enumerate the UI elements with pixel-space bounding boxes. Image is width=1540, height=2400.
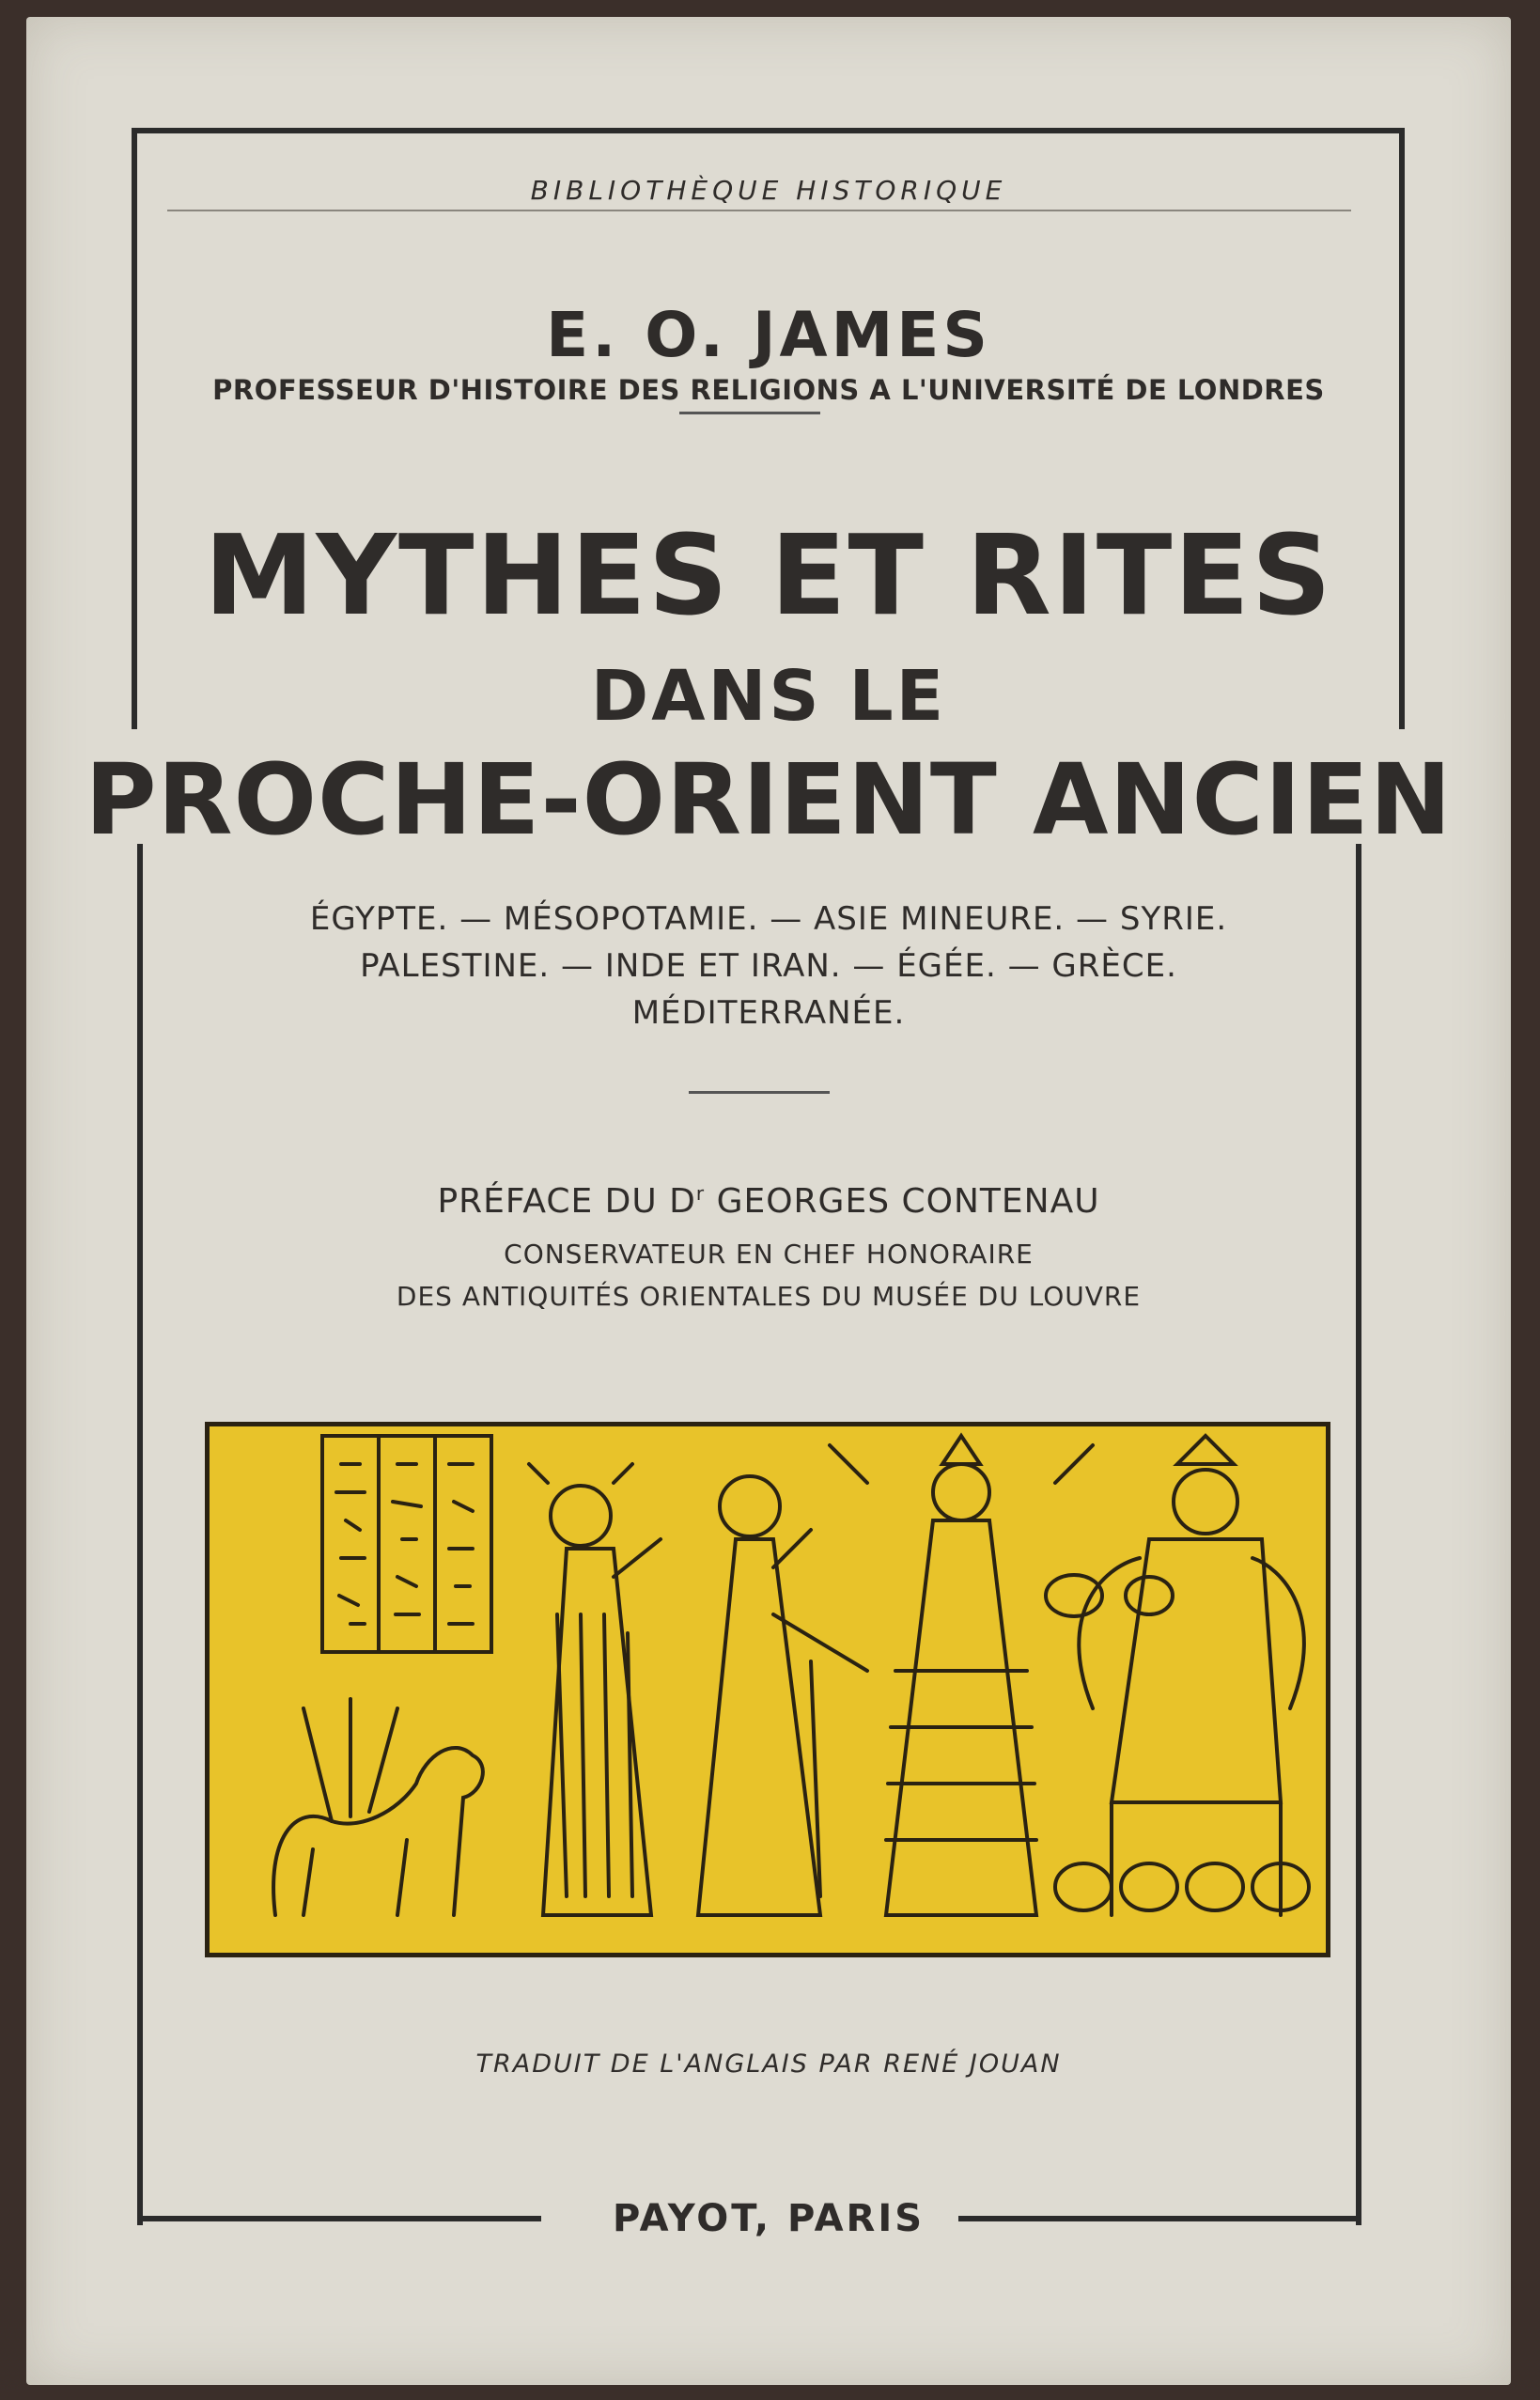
- regions-line-1: ÉGYPTE. — MÉSOPOTAMIE. — ASIE MINEURE. — SYRIE.: [309, 900, 1228, 938]
- series-divider: [167, 210, 1351, 211]
- preface-line: [26, 1182, 1511, 1221]
- cylinder-seal-drawing: [210, 1426, 1326, 1953]
- regions-list: [26, 896, 1511, 1036]
- author-divider: [679, 412, 820, 414]
- frame-right-rule-lower: [1356, 844, 1361, 2225]
- book-title-line-3: PROCHE-ORIENT ANCIEN: [85, 742, 1453, 857]
- author-title: PROFESSEUR D'HISTOIRE DES RELIGIONS A L'UNIVERSITÉ DE LONDRES: [212, 374, 1325, 406]
- regions-line-3: MÉDITERRANÉE.: [631, 994, 906, 1032]
- frame-top-rule: [132, 128, 1405, 133]
- book-title-line-2: DANS LE: [590, 656, 947, 737]
- preface-author-title-2: DES ANTIQUITÉS ORIENTALES DU MUSÉE DU LOUVRE: [396, 1281, 1142, 1312]
- book-cover: [26, 17, 1511, 2385]
- publisher-name: PAYOT, PARIS: [612, 2197, 926, 2240]
- preface-author: GEORGES CONTENAU: [705, 1182, 1100, 1221]
- preface-prefix: PRÉFACE DU D: [437, 1182, 696, 1221]
- regions-divider: [689, 1091, 830, 1094]
- cylinder-seal-illustration: [205, 1422, 1330, 1957]
- frame-left-rule-lower: [137, 844, 143, 2225]
- preface-doctor-abbrev: r: [695, 1182, 706, 1205]
- series-name: BIBLIOTHÈQUE HISTORIQUE: [530, 175, 1007, 206]
- author-name: E. O. JAMES: [546, 299, 991, 371]
- regions-line-2: PALESTINE. — INDE ET IRAN. — ÉGÉE. — GRÈCE.: [360, 947, 1177, 985]
- book-title-line-1: MYTHES ET RITES: [204, 510, 1333, 640]
- preface-author-title-1: CONSERVATEUR EN CHEF HONORAIRE: [504, 1239, 1034, 1270]
- translator-credit: TRADUIT DE L'ANGLAIS PAR RENÉ JOUAN: [475, 2049, 1062, 2079]
